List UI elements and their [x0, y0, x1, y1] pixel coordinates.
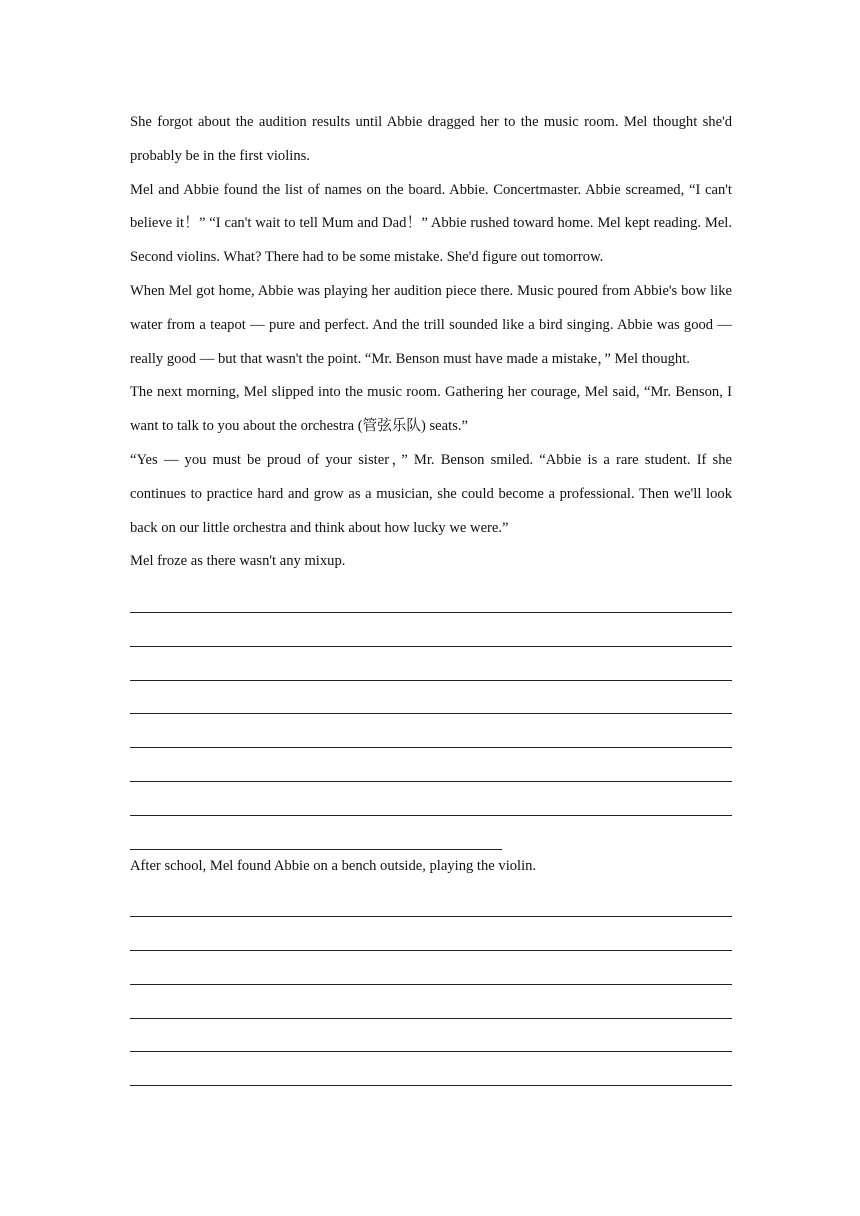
- story-paragraph-2: Mel and Abbie found the list of names on the board. Abbie. Concertmaster. Abbie screamed, “I can't believe it！” “I can't wait to tell Mum and Dad！” Abbie rushed toward home. Mel kept reading. Mel. Second violins. What? There had to be some mistake. She'd figure out tomorrow.: [130, 181, 732, 266]
- writing-line[interactable]: [130, 681, 732, 715]
- writing-line[interactable]: [130, 1019, 732, 1053]
- story-paragraph-4: The next morning, Mel slipped into the music room. Gathering her courage, Mel said, “Mr. Benson, I want to talk to you about the orchestra (管弦乐队) seats.”: [130, 384, 732, 435]
- continuation-prompt-2: After school, Mel found Abbie on a bench outside, playing the violin.: [130, 857, 537, 874]
- answer-area-1[interactable]: [130, 579, 732, 849]
- story-paragraph-3: When Mel got home, Abbie was playing her audition piece there. Music poured from Abbie's bow like water from a teapot — pure and perfect. And the trill sounded like a bird singing. Abbie was good — really good — but that wasn't the point. “Mr. Benson must have made a mistake，” Mel thought.: [130, 282, 732, 367]
- writing-line[interactable]: [130, 579, 732, 613]
- story-paragraph-5: “Yes — you must be proud of your sister，” Mr. Benson smiled. “Abbie is a rare student. If she continues to practice hard and grow as a musician, she could become a professional. Then we'll look back on our little orchestra and think about how lucky we were.”: [130, 451, 732, 536]
- continuation-prompt-1: Mel froze as there wasn't any mixup.: [130, 553, 346, 570]
- writing-line[interactable]: [130, 985, 732, 1019]
- writing-line[interactable]: [130, 748, 732, 782]
- document-page: [130, 106, 732, 1086]
- writing-line-short[interactable]: [130, 816, 732, 850]
- writing-line[interactable]: [130, 647, 732, 681]
- writing-line[interactable]: [130, 1052, 732, 1086]
- writing-line[interactable]: [130, 613, 732, 647]
- writing-line[interactable]: [130, 782, 732, 816]
- writing-line[interactable]: [130, 951, 732, 985]
- story-paragraph-1: She forgot about the audition results until Abbie dragged her to the music room. Mel thought she'd probably be in the first violins.: [130, 114, 732, 164]
- writing-line[interactable]: [130, 714, 732, 748]
- writing-line[interactable]: [130, 917, 732, 951]
- writing-line[interactable]: [130, 883, 732, 917]
- answer-area-2[interactable]: [130, 883, 732, 1086]
